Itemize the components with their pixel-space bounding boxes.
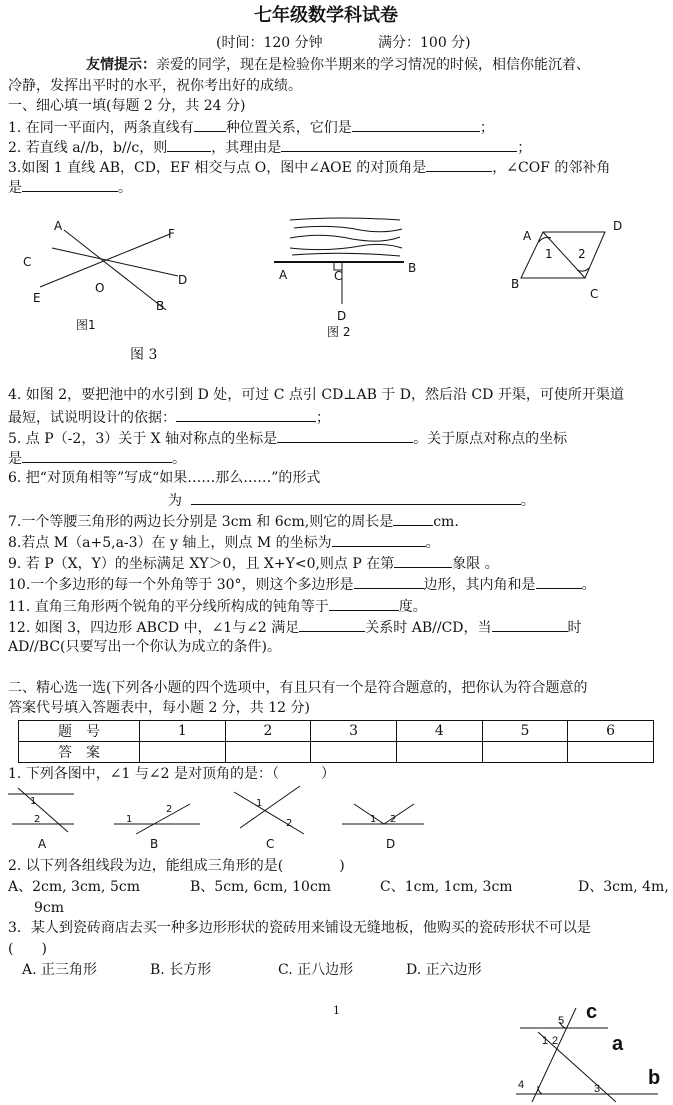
svg-text:1: 1 xyxy=(126,814,133,825)
figure-2 xyxy=(272,212,422,342)
option-A-label: A xyxy=(38,837,47,851)
line-label-c: c xyxy=(586,1001,598,1023)
option-D-label: D xyxy=(386,837,396,851)
fig3-label-D: D xyxy=(613,219,623,233)
svg-text:2: 2 xyxy=(390,814,397,825)
question-1-6: 6. 把“对顶角相等”写成“如果……那么……”的形式 xyxy=(8,470,321,486)
question-2-2-option-A: A、2cm, 3cm, 5cm xyxy=(8,879,140,895)
question-2-3: 3．某人到瓷砖商店去买一种多边形形状的瓷砖用来铺设无缝地板，他购买的瓷砖形状不可以是 xyxy=(8,920,591,936)
page-number: 1 xyxy=(333,1004,340,1017)
section-2-heading: 二、精心选一选(下列各小题的四个选项中，有且只有一个是符合题意的，把你认为符合题意的 xyxy=(8,680,588,696)
fig3-label-A: A xyxy=(523,229,532,243)
svg-text:5: 5 xyxy=(558,1015,565,1027)
svg-text:2: 2 xyxy=(166,804,173,815)
page-title: 七年级数学科试卷 xyxy=(254,5,398,26)
svg-text:1: 1 xyxy=(30,796,37,807)
answer-cell[interactable] xyxy=(568,742,654,763)
question-2-2-option-C: C、1cm, 1cm, 3cm xyxy=(380,879,513,895)
section-1-heading: 一、细心填一填(每题 2 分，共 24 分) xyxy=(8,98,246,114)
question-1-6-cont: 为 。 xyxy=(168,493,535,509)
question-1-4: 4. 如图 2，要把池中的水引到 D 处，可过 C 点引 CD⊥AB 于 D，然后沿 CD 开渠，可使所开渠道 xyxy=(8,387,624,403)
question-1-11: 11. 直角三角形两个锐角的平分线所构成的钝角等于 度。 xyxy=(8,599,427,615)
question-1-5-cont: 是 。 xyxy=(8,451,186,467)
question-1-7: 7.一个等腰三角形的两边长分别是 3cm 和 6cm,则它的周长是 cm. xyxy=(8,514,459,530)
exam-score: 满分：100 分) xyxy=(378,35,471,51)
fig1-caption: 图1 xyxy=(76,318,96,332)
line-label-b: b xyxy=(648,1067,661,1089)
svg-text:4: 4 xyxy=(518,1079,525,1091)
question-1-3-cont: 是 。 xyxy=(8,180,132,196)
question-1-9: 9. 若 P（X，Y）的坐标满足 XY＞0，且 X+Y<0,则点 P 在第 象限 。 xyxy=(8,556,499,572)
fig3-label-B: B xyxy=(511,277,520,291)
svg-text:2: 2 xyxy=(552,1035,559,1047)
fig1-label-O: O xyxy=(95,281,105,295)
table-row xyxy=(19,742,654,763)
answer-cell[interactable] xyxy=(396,742,482,763)
question-2-3-option-D: D. 正六边形 xyxy=(406,962,482,978)
question-2-3-option-B: B. 长方形 xyxy=(150,962,212,978)
figure-3-caption: 图 3 xyxy=(130,347,158,363)
table-row xyxy=(19,721,654,742)
fig1-label-B: B xyxy=(156,299,165,313)
table-cell: 4 xyxy=(396,721,482,742)
question-2-3-paren: ( ) xyxy=(8,941,47,957)
option-C-label: C xyxy=(266,837,275,851)
question-1-3: 3.如图 1 直线 AB，CD，EF 相交与点 O，图中∠AOE 的对顶角是 ，∠COF 的邻补角 xyxy=(8,160,611,176)
fig3-label-2: 2 xyxy=(578,247,586,261)
svg-text:2: 2 xyxy=(286,818,293,829)
table-cell: 1 xyxy=(140,721,226,742)
figure-3 xyxy=(505,212,635,312)
svg-text:1: 1 xyxy=(256,798,263,809)
option-B-label: B xyxy=(150,837,159,851)
question-2-2: 2. 以下列各组线段为边，能组成三角形的是( ) xyxy=(8,858,345,874)
exam-time: (时间：120 分钟 xyxy=(216,35,323,51)
question-1-12-cont: AD//BC(只要写出一个你认为成立的条件)。 xyxy=(8,639,281,655)
table-cell: 题 号 xyxy=(19,721,140,742)
answer-cell[interactable] xyxy=(482,742,568,763)
fig2-label-C: C xyxy=(334,269,343,283)
fig2-caption: 图 2 xyxy=(327,325,351,339)
question-2-3-option-C: C. 正八边形 xyxy=(278,962,354,978)
section-2-heading-cont: 答案代号填入答题表中，每小题 2 分，共 12 分) xyxy=(8,700,310,716)
question-2-3-option-A: A. 正三角形 xyxy=(22,962,98,978)
figure-1 xyxy=(18,212,208,342)
question-2-2-option-D: D、3cm, 4m, xyxy=(578,879,669,895)
fig3-label-C: C xyxy=(590,287,599,301)
table-cell: 2 xyxy=(225,721,311,742)
question-1-8: 8.若点 M（a+5,a-3）在 y 轴上，则点 M 的坐标为 。 xyxy=(8,535,440,551)
fig2-label-A: A xyxy=(279,268,288,282)
tip-line-2: 冷静，发挥出平时的水平，祝你考出好的成绩。 xyxy=(8,78,302,94)
tip-label: 友情提示： xyxy=(86,57,156,73)
fig2-label-B: B xyxy=(408,261,417,275)
tip-line-1: 友情提示：亲爱的同学，现在是检验你半期来的学习情况的时候，相信你能沉着、 xyxy=(86,57,590,73)
question-1-5: 5. 点 P（-2，3）关于 X 轴对称点的坐标是 。关于原点对称点的坐标 xyxy=(8,431,568,447)
table-cell: 3 xyxy=(311,721,397,742)
question-2-2-cont: 9cm xyxy=(34,900,65,916)
answer-cell[interactable] xyxy=(225,742,311,763)
answer-table xyxy=(18,720,654,763)
question-2-1: 1. 下列各图中，∠1 与∠2 是对顶角的是：（ ） xyxy=(8,766,335,782)
svg-text:1: 1 xyxy=(370,814,377,825)
table-cell: 5 xyxy=(482,721,568,742)
question-1-10: 10.一个多边形的每一个外角等于 30°，则这个多边形是 边形，其内角和是 。 xyxy=(8,577,596,593)
fig1-label-C: C xyxy=(23,255,32,269)
fig2-label-D: D xyxy=(337,309,347,323)
fig1-label-D: D xyxy=(178,273,188,287)
question-1-4-cont: 最短，试说明设计的依据： ； xyxy=(8,410,330,426)
answer-cell[interactable] xyxy=(140,742,226,763)
svg-text:1: 1 xyxy=(542,1035,549,1047)
parallel-lines-figure xyxy=(508,998,668,1102)
svg-text:2: 2 xyxy=(34,814,41,825)
question-1-12: 12. 如图 3，四边形 ABCD 中，∠1与∠2 满足 关系时 AB//CD，当 时 xyxy=(8,620,582,636)
question-2-2-option-B: B、5cm, 6cm, 10cm xyxy=(190,879,332,895)
table-cell: 6 xyxy=(568,721,654,742)
svg-text:3: 3 xyxy=(594,1083,601,1095)
question-1-1: 1. 在同一平面内，两条直线有 种位置关系，它们是 ； xyxy=(8,120,494,136)
fig1-label-A: A xyxy=(54,219,63,233)
fig3-label-1: 1 xyxy=(545,247,553,261)
fig1-label-F: F xyxy=(168,227,175,241)
table-cell: 答 案 xyxy=(19,742,140,763)
line-label-a: a xyxy=(612,1033,624,1055)
fig1-label-E: E xyxy=(33,291,41,305)
answer-cell[interactable] xyxy=(311,742,397,763)
question-1-2: 2. 若直线 a//b，b//c，则 ，其理由是 ； xyxy=(8,140,532,156)
question-2-1-figures xyxy=(4,782,424,852)
